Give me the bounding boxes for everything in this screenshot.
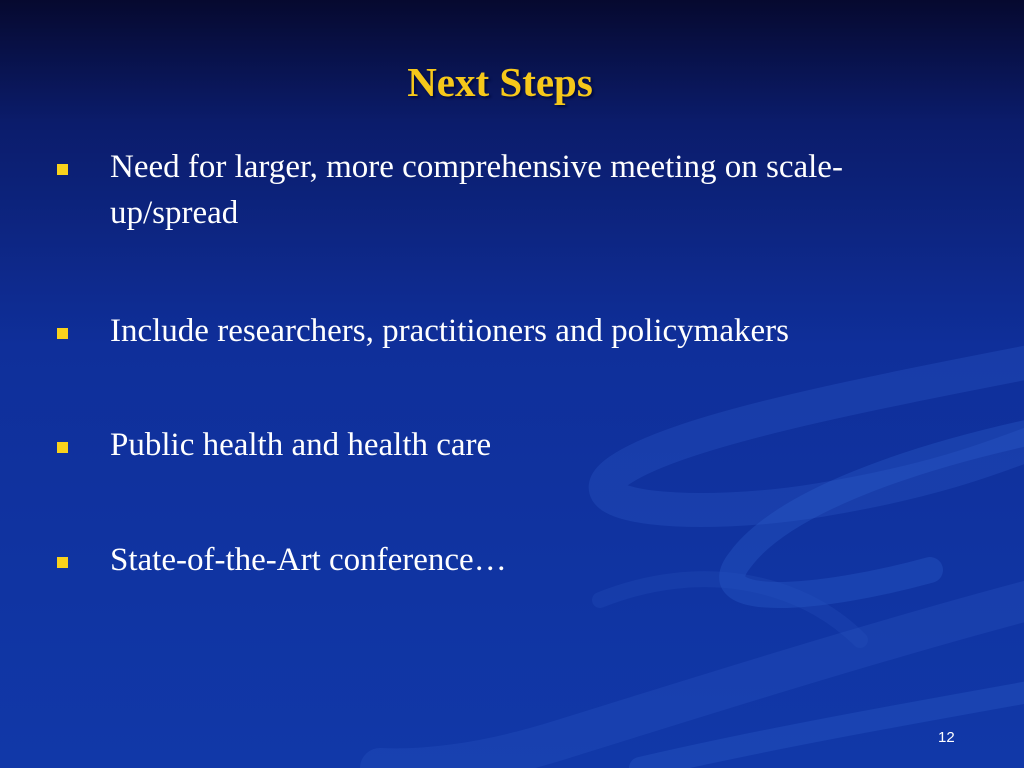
square-bullet-icon bbox=[57, 328, 68, 339]
slide-page-number: 12 bbox=[938, 729, 955, 746]
bullet-text: Include researchers, practitioners and policymakers bbox=[110, 313, 789, 349]
bullet-text: Need for larger, more comprehensive meeting on scale-up/spread bbox=[110, 149, 843, 231]
slide-title: Next Steps bbox=[407, 59, 593, 105]
bullet-text: Public health and health care bbox=[110, 427, 492, 463]
square-bullet-icon bbox=[57, 442, 68, 453]
bullet-text: State-of-the-Art conference… bbox=[110, 542, 507, 578]
square-bullet-icon bbox=[57, 557, 68, 568]
square-bullet-icon bbox=[57, 164, 68, 175]
